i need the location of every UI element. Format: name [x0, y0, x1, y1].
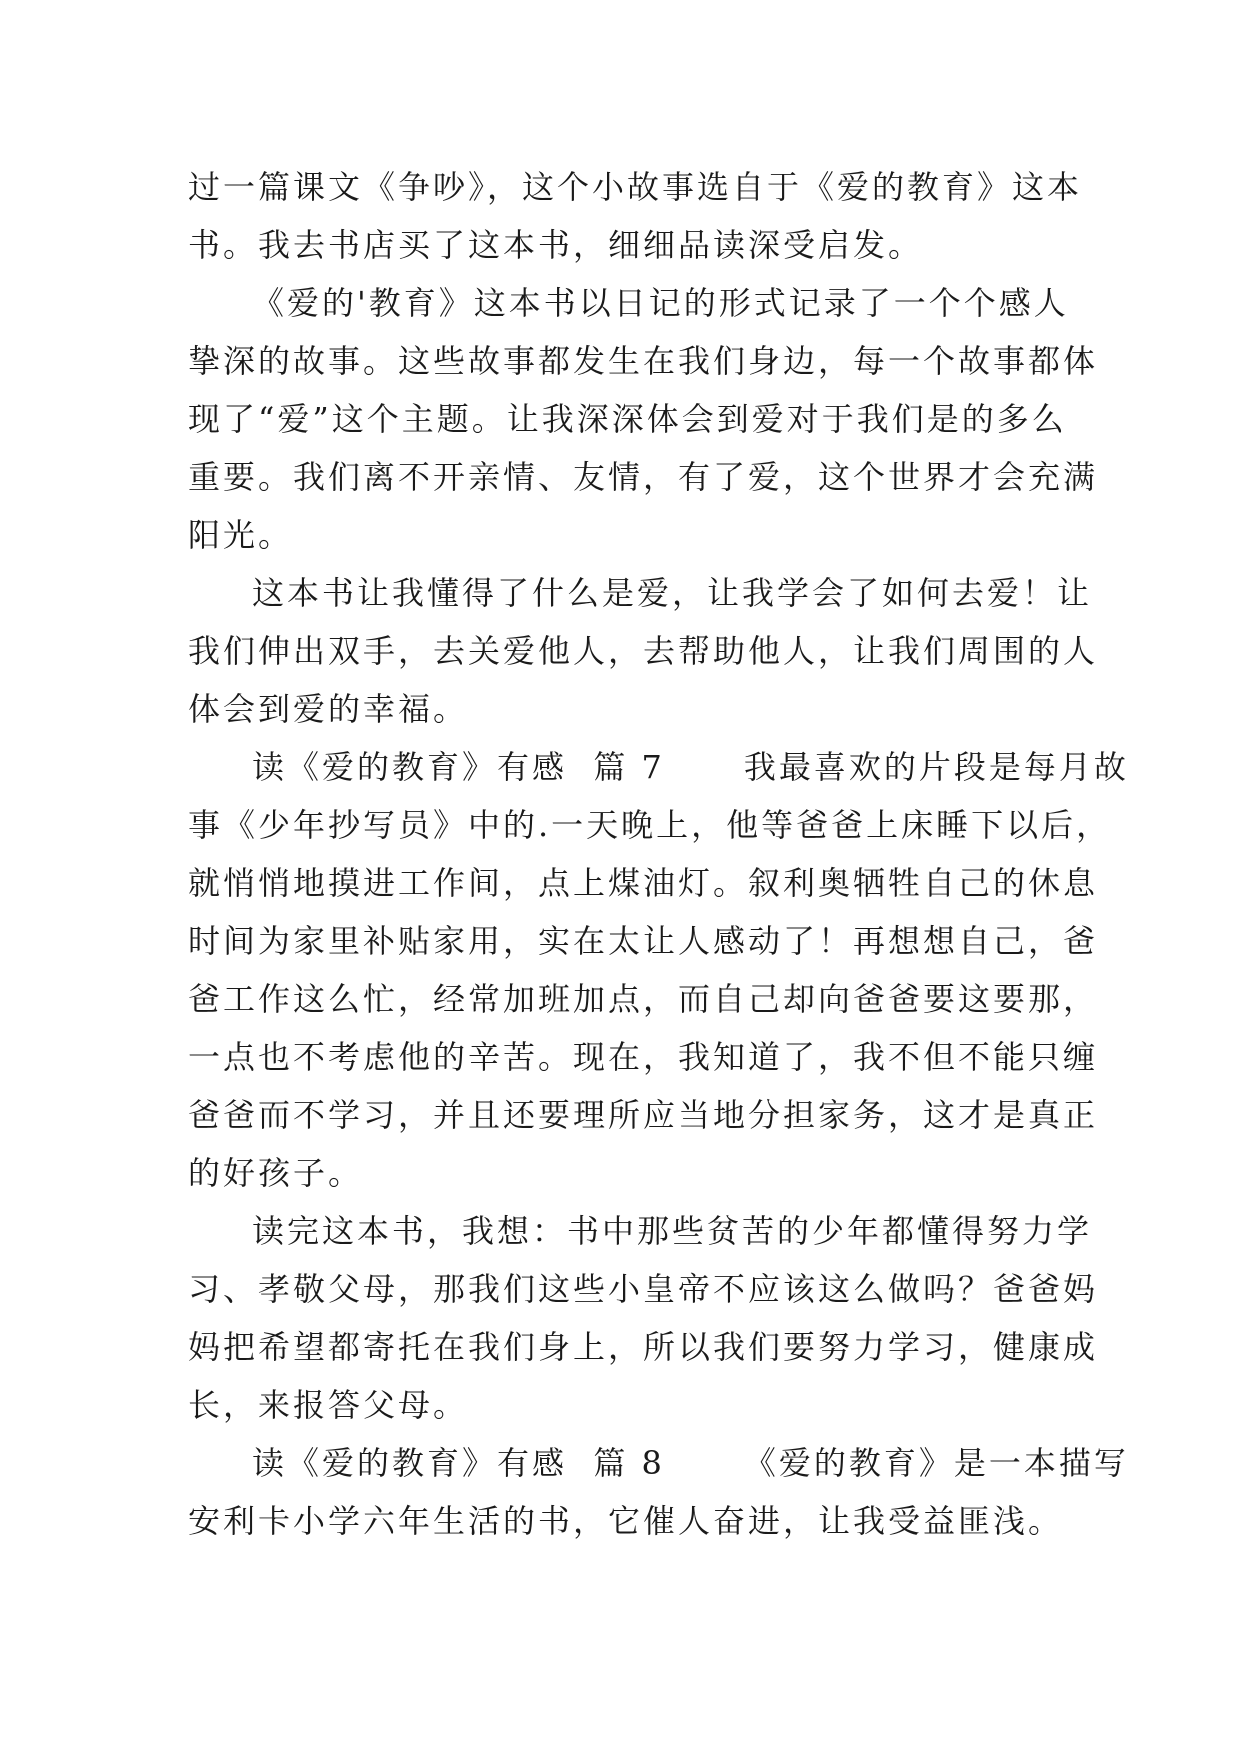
text-line: 现了“爱”这个主题。让我深深体会到爱对于我们是的多么	[188, 400, 1067, 438]
text-line: 就悄悄地摸进工作间，点上煤油灯。叙利奥牺牲自己的休息	[188, 864, 1099, 902]
paragraph-6	[188, 1434, 1129, 1550]
paragraph-4	[188, 738, 1129, 1202]
text-line: 爸工作这么忙，经常加班加点，而自己却向爸爸要这要那，	[188, 980, 1099, 1018]
text-line: 习、孝敬父母，那我们这些小皇帝不应该这么做吗？爸爸妈	[188, 1270, 1099, 1308]
document-body	[188, 158, 1129, 1550]
text-line: 妈把希望都寄托在我们身上，所以我们要努力学习，健康成	[188, 1328, 1099, 1366]
text-line: 重要。我们离不开亲情、友情，有了爱，这个世界才会充满	[188, 458, 1099, 496]
text-line: 《爱的'教育》这本书以日记的形式记录了一个个感人	[252, 284, 1069, 322]
text-line: 阳光。	[188, 516, 294, 554]
paragraph-2	[188, 274, 1099, 564]
text-line: 挚深的故事。这些故事都发生在我们身边，每一个故事都体	[188, 342, 1099, 380]
text-line: 的好孩子。	[188, 1154, 364, 1192]
text-line: 读完这本书，我想：书中那些贫苦的少年都懂得努力学	[252, 1212, 1093, 1250]
text-line: 爸爸而不学习，并且还要理所应当地分担家务，这才是真正	[188, 1096, 1099, 1134]
paragraph-1	[188, 158, 1083, 274]
text-line: 书。我去书店买了这本书，细细品读深受启发。	[188, 226, 924, 264]
text-line: 体会到爱的幸福。	[188, 690, 469, 728]
text-line: 安利卡小学六年生活的书，它催人奋进，让我受益匪浅。	[188, 1502, 1064, 1540]
text-line: 时间为家里补贴家用，实在太让人感动了！再想想自己，爸	[188, 922, 1099, 960]
text-line: 读《爱的教育》有感 篇 7 我最喜欢的片段是每月故	[252, 748, 1129, 786]
text-line: 读《爱的教育》有感 篇 8 《爱的教育》是一本描写	[252, 1444, 1129, 1482]
paragraph-5	[188, 1202, 1099, 1434]
text-line: 过一篇课文《争吵》，这个小故事选自于《爱的教育》这本	[188, 168, 1083, 206]
text-line: 长，来报答父母。	[188, 1386, 469, 1424]
text-line: 这本书让我懂得了什么是爱，让我学会了如何去爱！让	[252, 574, 1093, 612]
text-line: 事《少年抄写员》中的.一天晚上，他等爸爸上床睡下以后，	[188, 806, 1112, 844]
text-line: 我们伸出双手，去关爱他人，去帮助他人，让我们周围的人	[188, 632, 1099, 670]
paragraph-3	[188, 564, 1099, 738]
text-line: 一点也不考虑他的辛苦。现在，我知道了，我不但不能只缠	[188, 1038, 1099, 1076]
